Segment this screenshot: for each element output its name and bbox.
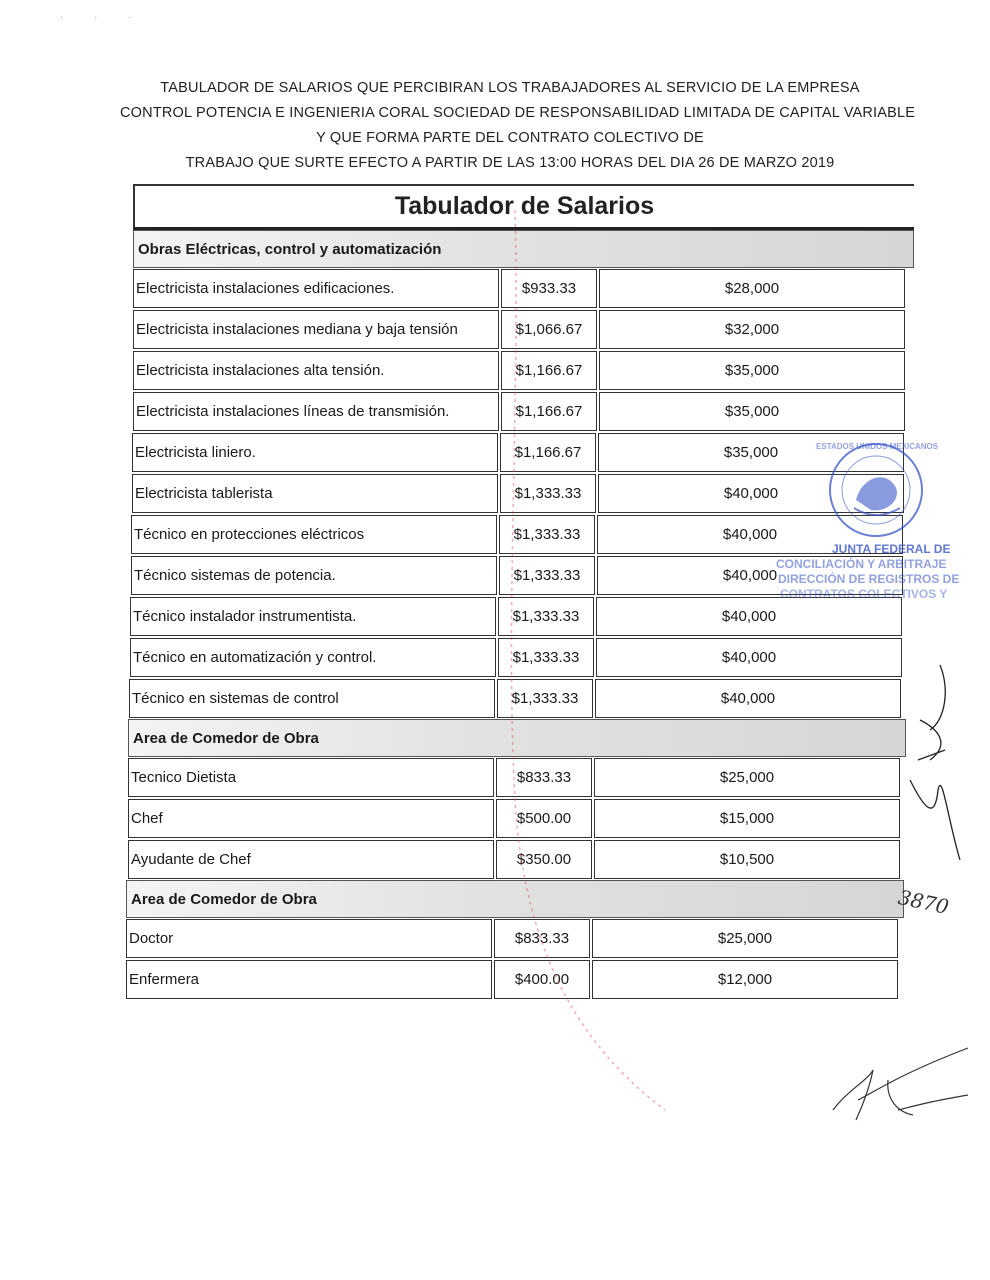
monthly-salary-cell: $40,000 bbox=[598, 474, 904, 513]
section-header: Area de Comedor de Obra bbox=[128, 719, 906, 757]
monthly-salary-cell: $28,000 bbox=[599, 269, 905, 308]
scan-specks: · · · bbox=[60, 12, 146, 23]
position-cell: Técnico sistemas de potencia. bbox=[131, 556, 497, 595]
table-row bbox=[130, 596, 914, 637]
daily-salary-cell: $1,333.33 bbox=[499, 556, 595, 595]
stamp-line-1: JUNTA FEDERAL DE bbox=[832, 542, 951, 556]
daily-salary-cell: $1,166.67 bbox=[501, 392, 597, 431]
daily-salary-cell: $933.33 bbox=[501, 269, 597, 308]
daily-salary-cell: $1,333.33 bbox=[499, 515, 595, 554]
table-row bbox=[131, 514, 914, 555]
document-heading bbox=[120, 76, 916, 176]
official-seal bbox=[776, 438, 960, 618]
table-row bbox=[132, 473, 914, 514]
table-row bbox=[128, 839, 914, 880]
daily-salary-cell: $1,166.67 bbox=[500, 433, 596, 472]
table-row bbox=[128, 757, 914, 798]
monthly-salary-cell: $35,000 bbox=[598, 433, 904, 472]
position-cell: Tecnico Dietista bbox=[128, 758, 494, 797]
table-row bbox=[129, 678, 914, 719]
daily-salary-cell: $1,333.33 bbox=[497, 679, 593, 718]
table-row bbox=[133, 309, 914, 350]
stamp-line-3: DIRECCIÓN DE REGISTROS DE bbox=[778, 572, 960, 586]
position-cell: Electricista instalaciones edificaciones. bbox=[133, 269, 499, 308]
daily-salary-cell: $833.33 bbox=[496, 758, 592, 797]
heading-line-4: TRABAJO QUE SURTE EFECTO A PARTIR DE LAS 13:00 HORAS DEL DIA 26 DE MARZO 2019 bbox=[185, 155, 835, 171]
position-cell: Enfermera bbox=[126, 960, 492, 999]
table-row bbox=[133, 391, 914, 432]
daily-salary-cell: $1,333.33 bbox=[498, 597, 594, 636]
monthly-salary-cell: $40,000 bbox=[596, 638, 902, 677]
stamp-line-4: CONTRATOS COLECTIVOS Y bbox=[780, 587, 948, 601]
position-cell: Chef bbox=[128, 799, 494, 838]
table-row bbox=[132, 432, 914, 473]
daily-salary-cell: $350.00 bbox=[496, 840, 592, 879]
daily-salary-cell: $1,333.33 bbox=[498, 638, 594, 677]
monthly-salary-cell: $35,000 bbox=[599, 392, 905, 431]
table-row bbox=[126, 918, 914, 959]
position-cell: Técnico instalador instrumentista. bbox=[130, 597, 496, 636]
daily-salary-cell: $1,166.67 bbox=[501, 351, 597, 390]
table-row bbox=[128, 798, 914, 839]
position-cell: Técnico en protecciones eléctricos bbox=[131, 515, 497, 554]
position-cell: Ayudante de Chef bbox=[128, 840, 494, 879]
table-row bbox=[130, 637, 914, 678]
handwritten-page-number: 3870 bbox=[896, 884, 951, 920]
position-cell: Electricista instalaciones líneas de transmisión. bbox=[133, 392, 499, 431]
monthly-salary-cell: $12,000 bbox=[592, 960, 898, 999]
daily-salary-cell: $833.33 bbox=[494, 919, 590, 958]
monthly-salary-cell: $32,000 bbox=[599, 310, 905, 349]
monthly-salary-cell: $35,000 bbox=[599, 351, 905, 390]
stamp-line-2: CONCILIACIÓN Y ARBITRAJE bbox=[776, 557, 947, 571]
daily-salary-cell: $1,066.67 bbox=[501, 310, 597, 349]
daily-salary-cell: $500.00 bbox=[496, 799, 592, 838]
table-row bbox=[126, 959, 914, 1000]
signature-initials bbox=[828, 1040, 978, 1130]
seal-ring-text: ESTADOS UNIDOS MEXICANOS bbox=[816, 442, 939, 451]
monthly-salary-cell: $10,500 bbox=[594, 840, 900, 879]
position-cell: Doctor bbox=[126, 919, 492, 958]
monthly-salary-cell: $40,000 bbox=[595, 679, 901, 718]
heading-line-2: CONTROL POTENCIA E INGENIERIA CORAL SOCIEDAD DE RESPONSABILIDAD LIMITADA DE CAPITAL VARIABLE bbox=[120, 105, 916, 121]
position-cell: Técnico en automatización y control. bbox=[130, 638, 496, 677]
position-cell: Electricista liniero. bbox=[132, 433, 498, 472]
daily-salary-cell: $400.00 bbox=[494, 960, 590, 999]
monthly-salary-cell: $40,000 bbox=[596, 597, 902, 636]
monthly-salary-cell: $25,000 bbox=[592, 919, 898, 958]
monthly-salary-cell: $40,000 bbox=[597, 556, 903, 595]
monthly-salary-cell: $40,000 bbox=[597, 515, 903, 554]
daily-salary-cell: $1,333.33 bbox=[500, 474, 596, 513]
table-title: Tabulador de Salarios bbox=[133, 184, 914, 230]
section-header: Area de Comedor de Obra bbox=[126, 880, 904, 918]
seal-emblem-icon bbox=[816, 438, 939, 538]
position-cell: Técnico en sistemas de control bbox=[129, 679, 495, 718]
position-cell: Electricista instalaciones alta tensión. bbox=[133, 351, 499, 390]
position-cell: Electricista tablerista bbox=[132, 474, 498, 513]
heading-line-1: TABULADOR DE SALARIOS QUE PERCIBIRAN LOS TRABAJADORES AL SERVICIO DE LA EMPRESA bbox=[160, 80, 860, 96]
table-row bbox=[133, 350, 914, 391]
monthly-salary-cell: $15,000 bbox=[594, 799, 900, 838]
heading-line-3: Y QUE FORMA PARTE DEL CONTRATO COLECTIVO DE bbox=[316, 130, 704, 146]
position-cell: Electricista instalaciones mediana y baja tensión bbox=[133, 310, 499, 349]
monthly-salary-cell: $25,000 bbox=[594, 758, 900, 797]
table-row bbox=[133, 268, 914, 309]
section-header: Obras Eléctricas, control y automatización bbox=[133, 230, 914, 268]
signature-mark bbox=[900, 660, 980, 880]
